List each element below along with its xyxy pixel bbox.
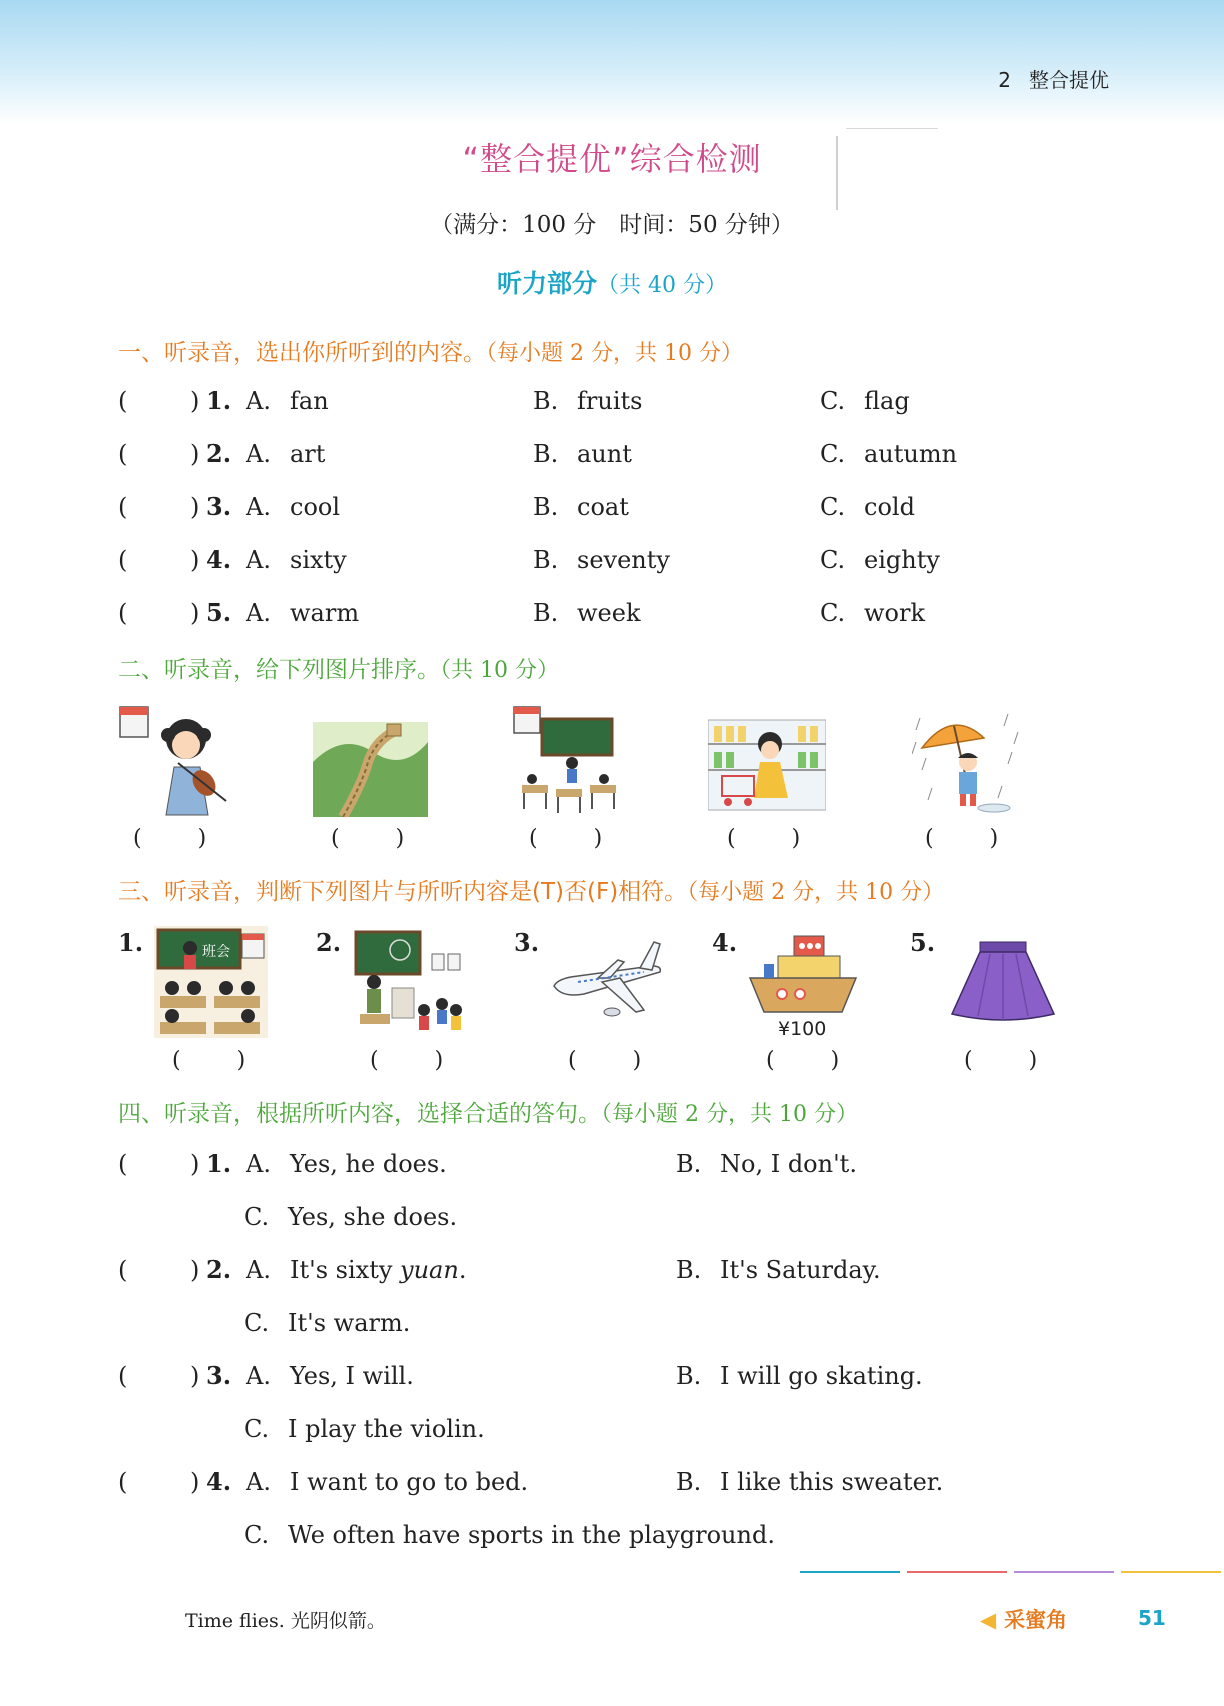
skirt-picture [950,940,1056,1024]
listening-title: 听力部分 [497,269,598,298]
part1-question-2 [118,436,1118,472]
part4-question-3-c [118,1411,1118,1447]
order-blank-4[interactable]: ( ) [727,826,801,851]
question-number: 1. [206,1149,232,1178]
option-a: A. cool [246,493,341,521]
option-c: C. autumn [820,440,958,468]
option-b: B. fruits [533,387,643,415]
question-number: 4. [206,1467,232,1496]
option-c: C. cold [820,493,915,521]
page-number: 51 [1138,1606,1166,1630]
option-c: C. flag [820,387,910,415]
brand-label: 采蜜角 [1004,1608,1068,1632]
part1-question-4 [118,542,1118,578]
answer-paren-open[interactable]: ( [118,1256,128,1284]
option-a: A. warm [246,599,360,627]
footer-brand [980,1604,1067,1634]
picture-number-3: 3. [514,928,540,957]
option-a: A. art [246,440,326,468]
picture-number-5: 5. [910,928,936,957]
answer-paren-open[interactable]: ( [118,1468,128,1496]
part1-question-1 [118,383,1118,419]
answer-paren-close: ) [190,387,200,415]
tf-blank-5[interactable]: ( ) [964,1048,1038,1073]
tf-blank-2[interactable]: ( ) [370,1048,444,1073]
page-title: “整合提优”综合检测 [462,140,762,178]
order-blank-3[interactable]: ( ) [529,826,603,851]
option-a: A. Yes, he does. [246,1150,447,1178]
part1-note: （每小题 2 分，共 10 分） [486,341,743,366]
answer-paren-close: ) [190,493,200,521]
order-blank-1[interactable]: ( ) [133,826,207,851]
question-number: 2. [206,1255,232,1284]
answer-paren-open[interactable]: ( [118,440,128,468]
footer-line-blue [800,1571,900,1573]
answer-paren-open[interactable]: ( [118,387,128,415]
part1-title-text: 一、听录音，选出你所听到的内容。 [118,340,486,366]
listening-heading [0,264,1224,300]
answer-paren-close: ) [190,1256,200,1284]
decor-line [846,128,938,129]
chapter-title: 整合提优 [1029,68,1109,92]
part1-question-3 [118,489,1118,525]
answer-paren-close: ) [190,440,200,468]
part1-title [118,334,743,367]
option-b: B. seventy [533,546,670,574]
part4-question-4-c [118,1517,1118,1553]
tf-blank-4[interactable]: ( ) [766,1048,840,1073]
part4-question-3 [118,1358,1118,1394]
part2-title-text: 二、听录音，给下列图片排序。 [118,657,440,683]
part2-note: （共 10 分） [440,658,559,683]
option-b: B. week [533,599,641,627]
shopping-picture [708,718,826,816]
part3-title-text: 三、听录音，判断下列图片与所听内容是(T)否(F)相符。 [118,879,688,905]
question-number: 5. [206,598,232,627]
footer-line-yellow [1121,1571,1221,1573]
picture-number-2: 2. [316,928,342,957]
listening-points: （共 40 分） [597,273,727,298]
part2-title [118,651,559,684]
answer-paren-close: ) [190,1150,200,1178]
part4-question-4 [118,1464,1118,1500]
part4-question-2 [118,1252,1118,1288]
airplane-picture [548,938,666,1026]
picture-number-4: 4. [712,928,738,957]
question-number: 1. [206,386,232,415]
answer-paren-open[interactable]: ( [118,546,128,574]
option-a: A. I want to go to bed. [246,1468,529,1496]
umbrella-rain-picture [912,708,1022,818]
part4-question-1-c [118,1199,1118,1235]
option-a: A. Yes, I will. [246,1362,414,1390]
answer-paren-close: ) [190,1468,200,1496]
tf-blank-1[interactable]: ( ) [172,1048,246,1073]
option-b: B. coat [533,493,629,521]
option-c: C. It's warm. [244,1309,411,1337]
answer-paren-open[interactable]: ( [118,1362,128,1390]
class-meeting-picture [154,926,268,1038]
option-c: C. We often have sports in the playground. [244,1521,775,1549]
question-number: 3. [206,1361,232,1390]
arrow-left-icon: ◀ [980,1608,997,1632]
part4-note: （每小题 2 分，共 10 分） [601,1102,858,1127]
order-blank-5[interactable]: ( ) [925,826,999,851]
chapter-header [998,64,1109,93]
answer-paren-open[interactable]: ( [118,1150,128,1178]
tf-blank-3[interactable]: ( ) [568,1048,642,1073]
picture-number-1: 1. [118,928,144,957]
option-a: A. sixty [246,546,347,574]
option-b: B. I will go skating. [676,1362,923,1390]
order-blank-2[interactable]: ( ) [331,826,405,851]
part3-title [118,873,944,906]
option-c: C. work [820,599,926,627]
question-number: 3. [206,492,232,521]
question-number: 4. [206,545,232,574]
question-number: 2. [206,439,232,468]
footer-quote: Time flies. 光阴似箭。 [185,1610,386,1632]
girl-violin-picture [118,705,228,817]
option-b: B. aunt [533,440,632,468]
blackboard-text: 班会 [202,944,230,960]
answer-paren-close: ) [190,546,200,574]
answer-paren-open[interactable]: ( [118,599,128,627]
option-c: C. I play the violin. [244,1415,485,1443]
part4-title-text: 四、听录音，根据所听内容，选择合适的答句。 [118,1101,601,1127]
answer-paren-close: ) [190,599,200,627]
option-a: A. It's sixty yuan. [246,1256,467,1284]
part4-question-1 [118,1146,1118,1182]
price-tag: ¥100 [778,1018,827,1040]
part4-question-2-c [118,1305,1118,1341]
option-b: B. I like this sweater. [676,1468,944,1496]
header-band [0,0,1224,125]
score-time: （满分：100 分 时间：50 分钟） [430,212,794,238]
option-b: B. No, I don't. [676,1150,857,1178]
classroom-picture [512,705,627,817]
option-a: A. fan [246,387,329,415]
option-c: C. eighty [820,546,940,574]
part4-title [118,1095,858,1128]
great-wall-picture [313,722,428,817]
footer-line-red [907,1571,1007,1573]
answer-paren-open[interactable]: ( [118,493,128,521]
part3-note: （每小题 2 分，共 10 分） [687,880,945,905]
teacher-students-picture [352,928,466,1034]
option-c: C. Yes, she does. [244,1203,458,1231]
part1-question-5 [118,595,1118,631]
option-b: B. It's Saturday. [676,1256,881,1284]
answer-paren-close: ) [190,1362,200,1390]
chapter-number: 2 [998,68,1011,92]
footer-line-purple [1014,1571,1114,1573]
toy-boat-picture [748,932,860,1018]
